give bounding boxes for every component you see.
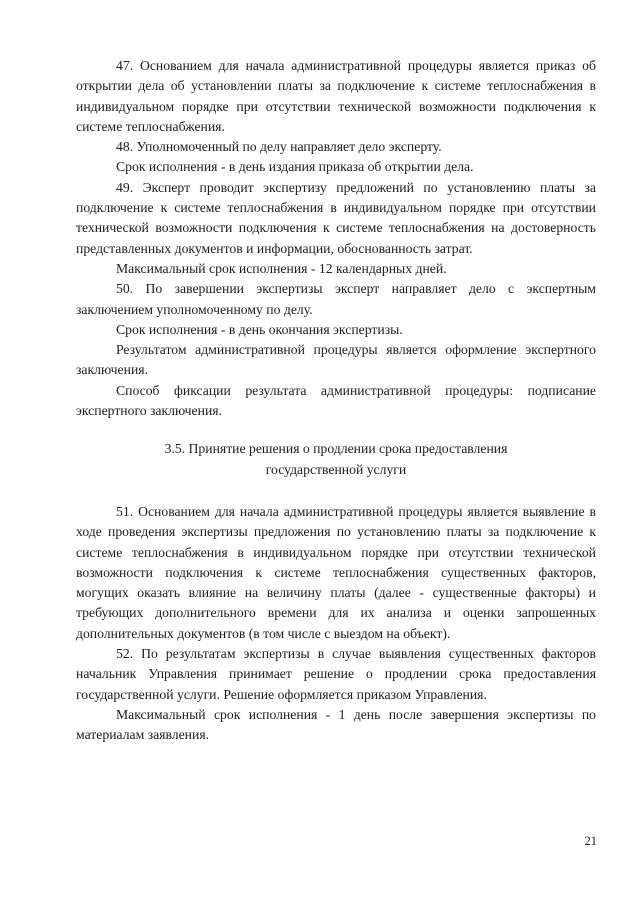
paragraph-48: 48. Уполномоченный по делу направляет дело эксперту. (116, 139, 442, 155)
paragraph-50-deadline: Срок исполнения - в день окончания экспертизы. (116, 321, 403, 337)
paragraph-49: 49. Эксперт проводит экспертизу предложений по установлению платы за подключение к системе теплоснабжения в индивидуальном порядке при отсутствии технической возможности подключения к системе теплоснабжения на достоверность представленных документов и информации, обоснованность затрат. (76, 179, 596, 256)
page-number: 21 (584, 834, 597, 848)
section-heading-line2: государственной услуги (265, 461, 407, 477)
paragraph-52-deadline: Максимальный срок исполнения - 1 день после завершения экспертизы по материалам заявления. (76, 706, 596, 743)
paragraph-52: 52. По результатам экспертизы в случае выявления существенных факторов начальник Управления принимает решение о продлении срока предоставления государственной услуги. Решение оформляется приказом Управления. (76, 646, 596, 702)
paragraph-48-deadline: Срок исполнения - в день издания приказа об открытии дела. (116, 159, 474, 175)
paragraph-51: 51. Основанием для начала административной процедуры является выявление в ходе проведения экспертизы предложения по установлению платы за подключение к системе теплоснабжения в индивидуальном порядке при отсутствии технической возможности подключения к системе теплоснабжения существенных факторов, могущих оказать влияние на величину платы (далее - существенные факторы) и требующих дополнительного времени для их анализа и оценки запрошенных дополнительных документов (в том числе с выездом на объект). (76, 503, 596, 641)
section-heading (76, 439, 596, 480)
procedure-result: Результатом административной процедуры является оформление экспертного заключения. (76, 342, 596, 378)
section-heading-line1: 3.5. Принятие решения о продлении срока предоставления (164, 441, 508, 457)
paragraph-50: 50. По завершении экспертизы эксперт направляет дело с экспертным заключением уполномоченному по делу. (76, 281, 596, 317)
page-content (76, 56, 596, 746)
result-fixation-method: Способ фиксации результата административной процедуры: подписание экспертного заключения. (76, 382, 596, 419)
paragraph-49-deadline: Максимальный срок исполнения - 12 календарных дней. (116, 260, 447, 276)
paragraph-47: 47. Основанием для начала административной процедуры является приказ об открытии дела об установлении платы за подключение к системе теплоснабжения в индивидуальном порядке при отсутствии технической возможности подключения к системе теплоснабжения. (76, 58, 596, 134)
